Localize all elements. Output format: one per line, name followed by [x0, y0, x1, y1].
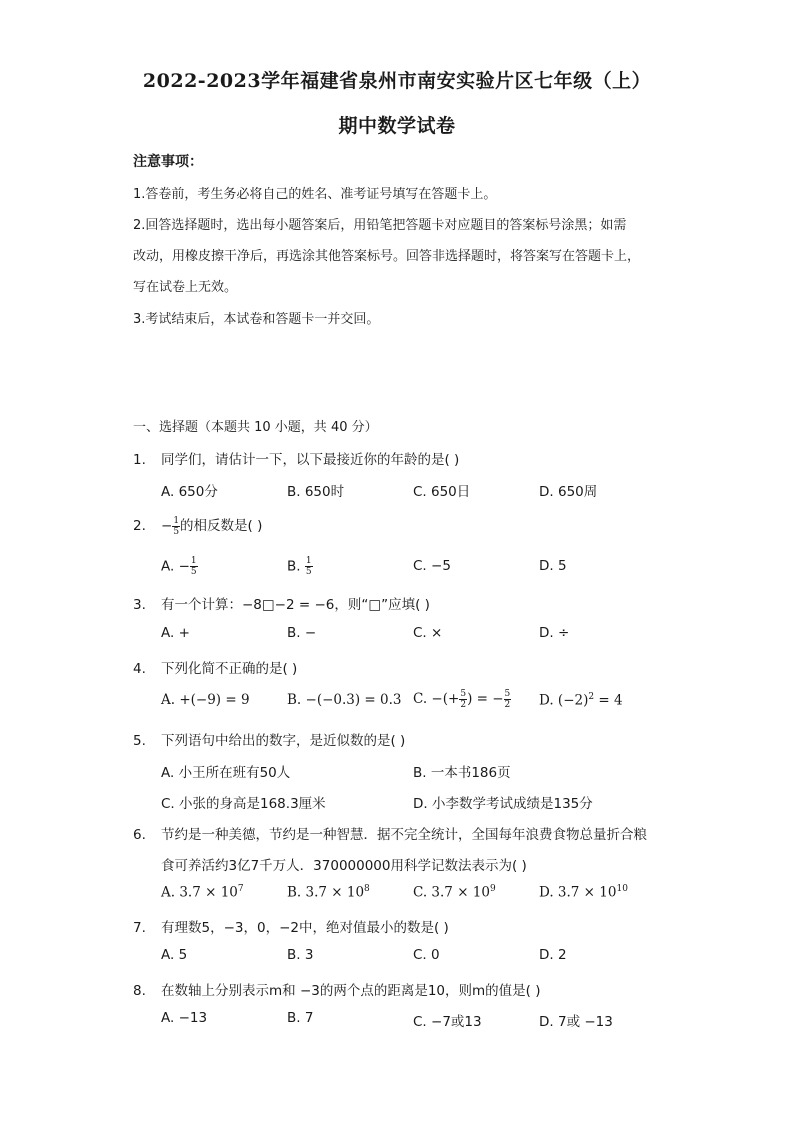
question-number: 8. [133, 983, 146, 999]
question-stem-minus: − [161, 518, 173, 534]
question-stem: 节约是一种美德，节约是一种智慧．据不完全统计，全国每年浪费食物总量折合粮 [161, 827, 647, 843]
option-label: B. [287, 558, 305, 575]
option-base: D. 3.7 × 10 [539, 884, 617, 901]
notice-line-3: 改动，用橡皮擦干净后，再选涂其他答案标号。回答非选择题时，将答案写在答题卡上， [133, 249, 641, 264]
fraction-numerator: 5 [504, 689, 511, 699]
exponent: 7 [237, 884, 244, 894]
question-stem: 下列语句中给出的数字，是近似数的是( ) [161, 733, 406, 749]
option-prefix: D. (−2) [539, 692, 589, 709]
q5-option-a: A. 小王所在班有50人 [161, 765, 291, 781]
q5-option-b: B. 一本书186页 [413, 765, 511, 781]
fraction-denominator: 2 [460, 700, 467, 710]
question-6 [133, 823, 647, 843]
q7-option-b: B. 3 [287, 947, 314, 963]
q8-option-d: D. 7或 −13 [539, 1014, 613, 1030]
q6-option-d [539, 884, 628, 901]
question-6-continued: 食可养活约3亿7千万人．370000000用科学记数法表示为( ) [161, 858, 527, 874]
q1-option-a: A. 650分 [161, 484, 218, 500]
notice-line-1: 1.答卷前，考生务必将自己的姓名、准考证号填写在答题卡上。 [133, 187, 497, 202]
fraction-denominator: 5 [305, 567, 312, 577]
exam-title-line2: 期中数学试卷 [338, 115, 456, 137]
notice-heading: 注意事项： [133, 154, 203, 170]
q7-option-d: D. 2 [539, 947, 567, 963]
question-number: 6. [133, 827, 146, 843]
q1-option-d: D. 650周 [539, 484, 598, 500]
option-prefix: C. −(+ [413, 691, 460, 707]
option-fraction [305, 556, 313, 577]
q7-option-c: C. 0 [413, 947, 440, 963]
fraction-numerator: 5 [460, 689, 467, 699]
fraction-numerator: 1 [305, 556, 312, 566]
question-number: 4. [133, 661, 146, 677]
question-number: 1. [133, 452, 146, 468]
question-stem: 同学们，请估计一下，以下最接近你的年龄的是( ) [161, 452, 460, 468]
q4-option-b: B. −(−0.3) = 0.3 [287, 692, 402, 708]
q2-option-b [287, 556, 313, 577]
option-fraction [459, 689, 467, 710]
question-number: 3. [133, 597, 146, 613]
question-stem: 有一个计算：−8□−2 = −6，则“□”应填( ) [161, 597, 430, 613]
fraction-numerator: 1 [190, 556, 197, 566]
question-stem: 有理数5，−3，0，−2中，绝对值最小的数是( ) [161, 920, 449, 936]
q2-option-a [161, 556, 198, 577]
q4-option-c [413, 689, 511, 710]
question-1 [133, 448, 459, 468]
q3-option-a: A. + [161, 625, 190, 641]
q4-option-d [539, 692, 623, 709]
section-heading: 一、选择题（本题共 10 小题，共 40 分） [133, 420, 378, 435]
option-fraction [504, 689, 512, 710]
option-base: C. 3.7 × 10 [413, 884, 490, 901]
q5-option-c: C. 小张的身高是168.3厘米 [161, 796, 326, 812]
question-stem: 的相反数是( ) [180, 518, 263, 534]
option-fraction [190, 556, 198, 577]
option-suffix: = 4 [594, 692, 623, 709]
question-8 [133, 979, 541, 999]
exponent: 9 [489, 884, 496, 894]
question-stem: 在数轴上分别表示m和 −3的两个点的距离是10，则m的值是( ) [161, 983, 541, 999]
q2-option-d: D. 5 [539, 558, 567, 574]
question-number: 7. [133, 920, 146, 936]
q8-option-a: A. −13 [161, 1010, 208, 1026]
q6-option-a [161, 884, 244, 901]
q7-option-a: A. 5 [161, 947, 188, 963]
q3-option-c: C. × [413, 625, 443, 641]
question-stem-fraction [172, 516, 180, 537]
q1-option-c: C. 650日 [413, 484, 471, 500]
option-base: B. 3.7 × 10 [287, 884, 365, 901]
question-2 [133, 514, 262, 537]
fraction-denominator: 5 [173, 526, 180, 537]
exponent: 2 [588, 692, 595, 702]
q8-option-b: B. 7 [287, 1010, 314, 1026]
option-base: A. 3.7 × 10 [161, 884, 238, 901]
option-label: A. − [161, 558, 190, 575]
fraction-denominator: 5 [190, 567, 197, 577]
q2-option-c: C. −5 [413, 558, 451, 574]
notice-line-4: 写在试卷上无效。 [133, 280, 238, 295]
q3-option-d: D. ÷ [539, 625, 570, 641]
q4-option-a: A. +(−9) = 9 [161, 692, 250, 708]
question-number: 2. [133, 518, 146, 534]
exponent: 10 [616, 884, 628, 894]
question-4 [133, 657, 297, 677]
q1-option-b: B. 650时 [287, 484, 345, 500]
exponent: 8 [364, 884, 370, 894]
fraction-numerator: 1 [173, 515, 180, 526]
question-3 [133, 593, 430, 613]
option-middle: ) = − [467, 691, 504, 707]
q3-option-b: B. − [287, 625, 317, 641]
q5-option-d: D. 小李数学考试成绩是135分 [413, 796, 593, 812]
question-5 [133, 729, 405, 749]
question-stem: 下列化简不正确的是( ) [161, 661, 298, 677]
notice-line-2: 2.回答选择题时，选出每小题答案后，用铅笔把答题卡对应题目的答案标号涂黑；如需 [133, 218, 627, 233]
question-number: 5. [133, 733, 146, 749]
q8-option-c: C. −7或13 [413, 1014, 482, 1030]
q6-option-c [413, 884, 496, 901]
exam-title-line1: 2022-2023学年福建省泉州市南安实验片区七年级（上） [142, 70, 652, 92]
notice-line-5: 3.考试结束后，本试卷和答题卡一并交回。 [133, 312, 380, 327]
fraction-denominator: 2 [504, 700, 511, 710]
q6-option-b [287, 884, 370, 901]
question-7 [133, 916, 449, 936]
